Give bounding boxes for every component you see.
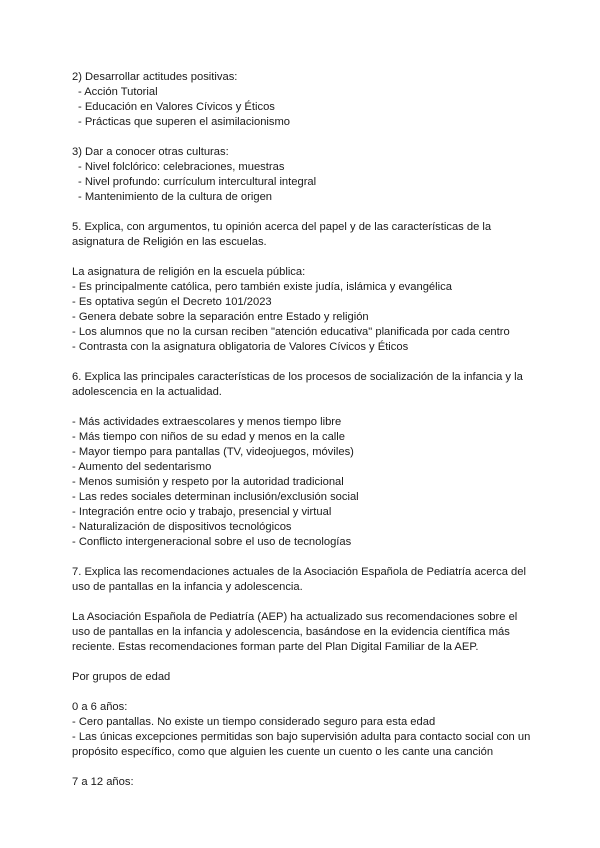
list-item: - Prácticas que superen el asimilacionismo	[78, 116, 291, 128]
list-item: - Educación en Valores Cívicos y Éticos	[78, 101, 275, 113]
question-5	[72, 220, 532, 355]
question-text: asignatura de Religión en las escuelas.	[72, 236, 267, 248]
list-item: - Las únicas excepciones permitidas son bajo supervisión adulta para contacto social con un	[72, 731, 531, 743]
list-item: propósito específico, como que alguien les cuente un cuento o les cante una canción	[72, 746, 494, 758]
list-item: - Mayor tiempo para pantallas (TV, videojuegos, móviles)	[72, 446, 354, 458]
list-item: - Aumento del sedentarismo	[72, 461, 212, 473]
question-text: 5. Explica, con argumentos, tu opinión acerca del papel y de las características de la	[72, 221, 492, 233]
answer-paragraph-line: La Asociación Española de Pediatría (AEP) ha actualizado sus recomendaciones sobre el	[72, 611, 518, 623]
question-text: 6. Explica las principales características de los procesos de socialización de la infancia y la	[72, 371, 523, 383]
list-item: - Integración entre ocio y trabajo, presencial y virtual	[72, 506, 332, 518]
answer-paragraph-line: reciente. Estas recomendaciones forman parte del Plan Digital Familiar de la AEP.	[72, 641, 479, 653]
list-item: - Es optativa según el Decreto 101/2023	[72, 296, 272, 308]
list-item: - Es principalmente católica, pero también existe judía, islámica y evangélica	[72, 281, 452, 293]
answer-intro: La asignatura de religión en la escuela pública:	[72, 266, 306, 278]
list-item: - Nivel folclórico: celebraciones, muestras	[78, 161, 285, 173]
section-heading: 2) Desarrollar actitudes positivas:	[72, 71, 238, 83]
document-page	[72, 70, 532, 790]
list-item: - Más tiempo con niños de su edad y menos en la calle	[72, 431, 346, 443]
list-item: - Acción Tutorial	[78, 86, 158, 98]
answer-paragraph-line: uso de pantallas en la infancia y adolescencia, basándose en la evidencia científica más	[72, 626, 510, 638]
age-group-heading: 7 a 12 años:	[72, 776, 134, 788]
question-text: 7. Explica las recomendaciones actuales de la Asociación Española de Pediatría acerca del	[72, 566, 526, 578]
section-heading: 3) Dar a conocer otras culturas:	[72, 146, 229, 158]
section-2	[72, 70, 532, 130]
question-text: adolescencia en la actualidad.	[72, 386, 222, 398]
list-item: - Naturalización de dispositivos tecnológicos	[72, 521, 292, 533]
list-item: - Mantenimiento de la cultura de origen	[78, 191, 273, 203]
list-item: - Los alumnos que no la cursan reciben "atención educativa" planificada por cada centro	[72, 326, 510, 338]
question-7	[72, 565, 532, 790]
list-item: - Más actividades extraescolares y menos tiempo libre	[72, 416, 342, 428]
section-3	[72, 145, 532, 205]
list-item: - Conflicto intergeneracional sobre el uso de tecnologías	[72, 536, 352, 548]
question-text: uso de pantallas en la infancia y adolescencia.	[72, 581, 303, 593]
list-item: - Contrasta con la asignatura obligatoria de Valores Cívicos y Éticos	[72, 341, 409, 353]
list-item: - Nivel profundo: currículum intercultural integral	[78, 176, 317, 188]
list-item: - Genera debate sobre la separación entre Estado y religión	[72, 311, 369, 323]
list-item: - Menos sumisión y respeto por la autoridad tradicional	[72, 476, 344, 488]
question-6	[72, 370, 532, 550]
age-group-heading: 0 a 6 años:	[72, 701, 128, 713]
list-item: - Cero pantallas. No existe un tiempo considerado seguro para esta edad	[72, 716, 436, 728]
list-item: - Las redes sociales determinan inclusión/exclusión social	[72, 491, 359, 503]
subheading-by-age: Por grupos de edad	[72, 671, 171, 683]
